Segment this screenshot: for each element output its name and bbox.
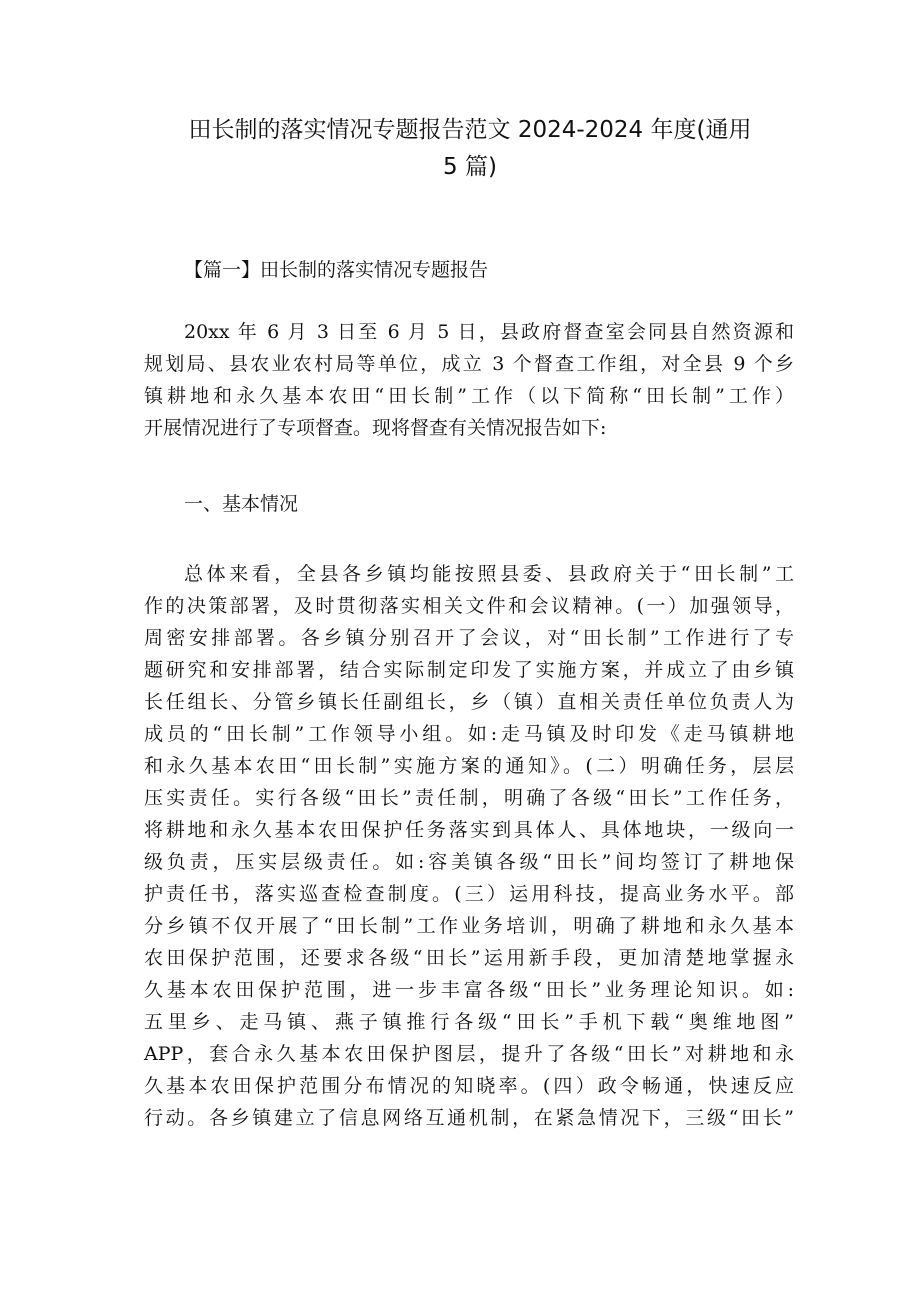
main-line: 成员的“田长制”工作领导小组。如:走马镇及时印发《走马镇耕地 bbox=[144, 723, 794, 745]
main-line: 将耕地和永久基本农田保护任务落实到具体人、具体地块，一级向一 bbox=[144, 819, 794, 841]
main-line: 农田保护范围，还要求各级“田长”运用新手段，更加清楚地掌握永 bbox=[144, 947, 794, 969]
main-line: 和永久基本农田“田长制”实施方案的通知》。(二）明确任务，层层 bbox=[144, 755, 794, 777]
intro-line: 20xx 年 6 月 3 日至 6 月 5 日，县政府督查室会同县自然资源和 bbox=[184, 321, 794, 343]
subheading-basic-situation: 一、基本情况 bbox=[184, 493, 299, 515]
main-line: 分乡镇不仅开展了“田长制”工作业务培训，明确了耕地和永久基本 bbox=[144, 915, 794, 937]
intro-line: 开展情况进行了专项督查。现将督查有关情况报告如下: bbox=[144, 417, 607, 439]
main-line: 作的决策部署，及时贯彻落实相关文件和会议精神。(一）加强领导， bbox=[144, 595, 794, 617]
main-line: 压实责任。实行各级“田长”责任制，明确了各级“田长”工作任务， bbox=[144, 787, 794, 809]
intro-line: 规划局、县农业农村局等单位，成立 3 个督查工作组，对全县 9 个乡 bbox=[144, 353, 794, 375]
intro-line: 镇耕地和永久基本农田“田长制”工作（以下简称“田长制”工作） bbox=[144, 385, 794, 407]
main-line: 久基本农田保护范围分布情况的知晓率。(四）政令畅通，快速反应 bbox=[144, 1075, 794, 1097]
document-title bbox=[150, 112, 790, 186]
main-line: 行动。各乡镇建立了信息网络互通机制，在紧急情况下，三级“田长” bbox=[144, 1107, 794, 1129]
main-line: 级负责，压实层级责任。如:容美镇各级“田长”间均签订了耕地保 bbox=[144, 851, 794, 873]
main-line: 题研究和安排部署，结合实际制定印发了实施方案，并成立了由乡镇 bbox=[144, 659, 794, 681]
main-line: 长任组长、分管乡镇长任副组长，乡（镇）直相关责任单位负责人为 bbox=[144, 691, 794, 713]
document-title-line-1: 田长制的落实情况专题报告范文 2024-2024 年度(通用 bbox=[188, 117, 752, 143]
main-line: 护责任书，落实巡查检查制度。(三）运用科技，提高业务水平。部 bbox=[144, 883, 794, 905]
main-line: APP，套合永久基本农田保护图层，提升了各级“田长”对耕地和永 bbox=[144, 1043, 794, 1065]
main-line: 周密安排部署。各乡镇分别召开了会议，对“田长制”工作进行了专 bbox=[144, 627, 794, 649]
intro-paragraph bbox=[144, 316, 794, 444]
section-heading: 【篇一】田长制的落实情况专题报告 bbox=[184, 259, 489, 281]
document-title-line-2: 5 篇) bbox=[443, 154, 497, 180]
main-line: 久基本农田保护范围，进一步丰富各级“田长”业务理论知识。如: bbox=[144, 979, 794, 1001]
main-line: 总体来看，全县各乡镇均能按照县委、县政府关于“田长制”工 bbox=[184, 563, 794, 585]
main-line: 五里乡、走马镇、燕子镇推行各级“田长”手机下载“奥维地图” bbox=[144, 1011, 794, 1033]
main-paragraph bbox=[144, 558, 794, 1134]
